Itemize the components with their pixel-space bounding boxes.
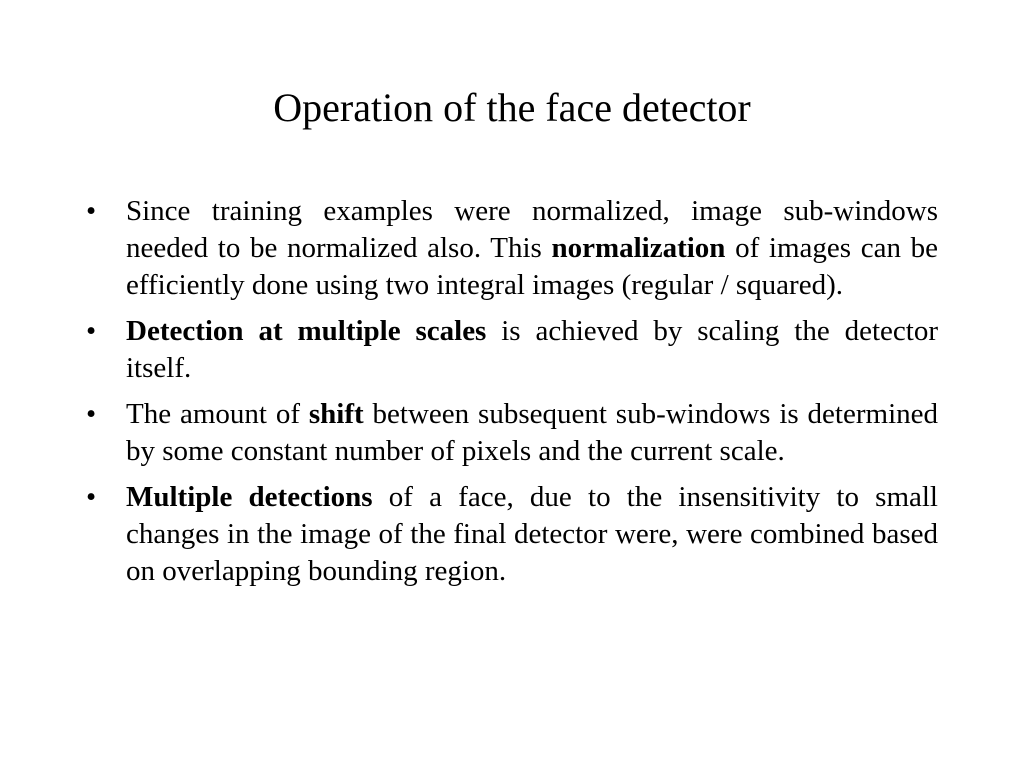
- bullet-icon: •: [86, 481, 97, 513]
- bullet-bold-term: Detection at multiple scales: [126, 315, 487, 347]
- bullet-lead-text: The amount of: [126, 398, 309, 430]
- bullet-bold-term: normalization: [551, 232, 726, 264]
- bullet-icon: •: [86, 195, 97, 227]
- bullet-item: [86, 193, 938, 304]
- bullet-lead-text: Since training examples were normalized, image sub-windows needed to be normalized also. This: [126, 195, 938, 264]
- bullet-icon: •: [86, 315, 97, 347]
- bullet-text: [126, 195, 938, 301]
- bullet-text: [126, 315, 938, 384]
- bullet-list: [86, 193, 938, 599]
- bullet-text: [126, 398, 938, 467]
- bullet-bold-term: shift: [308, 398, 364, 430]
- bullet-tail-text: is achieved by scaling the detector itself.: [126, 315, 938, 384]
- bullet-icon: •: [86, 398, 97, 430]
- bullet-item: [86, 396, 938, 470]
- bullet-tail-text: of images can be efficiently done using two integral images (regular / squared).: [126, 232, 939, 301]
- bullet-item: [86, 313, 938, 387]
- slide-title: Operation of the face detector: [273, 85, 751, 130]
- bullet-tail-text: of a face, due to the insensitivity to small changes in the image of the final detector were, were combined based on overlapping bounding region.: [126, 481, 938, 587]
- bullet-text: [126, 481, 938, 587]
- bullet-tail-text: between subsequent sub-windows is determined by some constant number of pixels and the current scale.: [126, 398, 939, 467]
- bullet-item: [86, 479, 938, 590]
- bullet-bold-term: Multiple detections: [126, 481, 373, 513]
